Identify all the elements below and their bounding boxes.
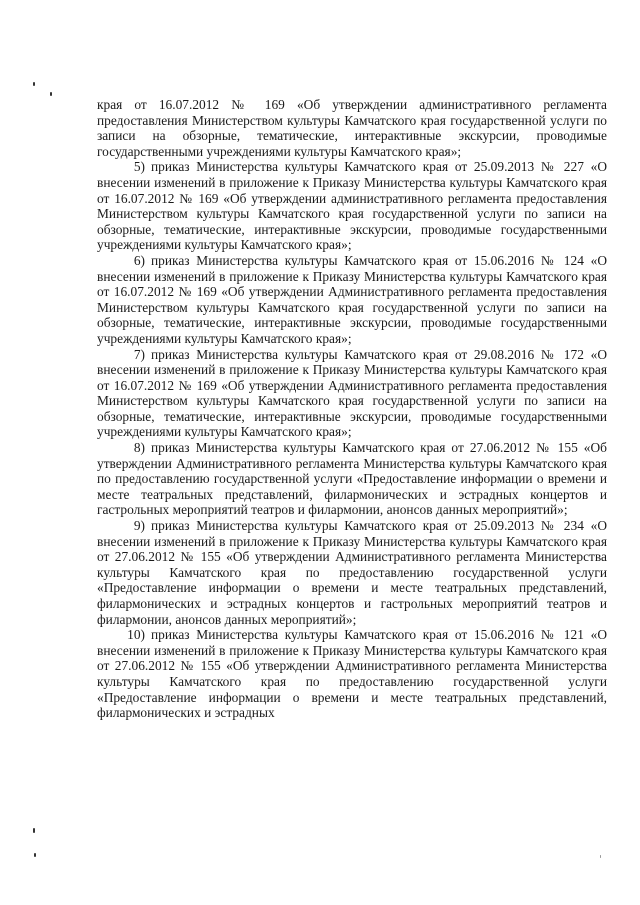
scan-speck xyxy=(50,92,52,96)
scan-speck xyxy=(33,828,35,833)
scan-speck xyxy=(600,855,601,858)
list-item-text: приказ Министерства культуры Камчатского края от 27.06.2012 № 155 «Об утверждении Административного регламента Министерства культуры Камчатского края по предоставлению государственной услуги «Предоставление информации о времени и месте театральных представлений, филармонических и эстрадных концертов и гастрольных мероприятий театров и филармонии, анонсов данных мероприятий»; xyxy=(97,440,607,518)
list-item-number: 9) xyxy=(133,518,145,534)
list-item xyxy=(97,627,607,721)
list-item-text: приказ Министерства культуры Камчатского края от 29.08.2016 № 172 «О внесении изменений в приложение к Приказу Министерства культуры Камчатского края от 16.07.2012 № 169 «Об утверждении Административного регламента предоставления Министерством культуры Камчатского края государственной услуги по записи на обзорные, тематические, интерактивные экскурсии, проводимые государственными учреждениями культуры Камчатского края»; xyxy=(97,346,607,440)
list-item-number: 5) xyxy=(133,159,145,175)
list-item-number: 6) xyxy=(133,252,145,268)
list-item-text: приказ Министерства культуры Камчатского края от 25.09.2013 № 227 «О внесении изменений в приложение к Приказу Министерства культуры Камчатского края от 16.07.2012 № 169 «Об утверждении административного регламента предоставления Министерством культуры Камчатского края государственной услуги по записи на обзорные, тематические, интерактивные экскурсии, проводимые государственными учреждениями культуры Камчатского края»; xyxy=(97,159,607,253)
lead-paragraph: края от 16.07.2012 № 169 «Об утверждении административного регламента предоставления Министерством культуры Камчатского края государственной услуги по записи на обзорные, тематические, интерактивные экскурсии, проводимые государственными учреждениями культуры Камчатского края»; xyxy=(97,97,607,159)
list-item-number: 7) xyxy=(133,346,145,362)
document-body xyxy=(97,97,607,721)
list-item-text: приказ Министерства культуры Камчатского края от 15.06.2016 № 121 «О внесении изменений в приложение к Приказу Министерства культуры Камчатского края от 27.06.2012 № 155 «Об утверждении Административного регламента Министерства культуры Камчатского края по предоставлению государственной услуги «Предоставление информации о времени и месте театральных представлений, филармонических и эстрадных xyxy=(97,627,607,721)
scan-speck xyxy=(33,82,35,86)
list-item-text: приказ Министерства культуры Камчатского края от 25.09.2013 № 234 «О внесении изменений в приложение к Приказу Министерства культуры Камчатского края от 27.06.2012 № 155 «Об утверждении Административного регламента Министерства культуры Камчатского края по предоставлению государственной услуги «Предоставление информации о времени и месте театральных представлений, филармонических и эстрадных концертов и гастрольных мероприятий театров и филармонии, анонсов данных мероприятий»; xyxy=(97,518,607,627)
scan-speck xyxy=(34,853,36,857)
list-item xyxy=(97,440,607,518)
list-item-text: приказ Министерства культуры Камчатского края от 15.06.2016 № 124 «О внесении изменений в приложение к Приказу Министерства культуры Камчатского края от 16.07.2012 № 169 «Об утверждении Административного регламента предоставления Министерством культуры Камчатского края государственной услуги по записи на обзорные, тематические, интерактивные экскурсии, проводимые государственными учреждениями культуры Камчатского края»; xyxy=(97,252,607,346)
list-item xyxy=(97,159,607,253)
list-item-number: 8) xyxy=(133,440,145,456)
list-item xyxy=(97,253,607,347)
list-item xyxy=(97,518,607,627)
list-item-number: 10) xyxy=(127,627,145,643)
list-item xyxy=(97,347,607,441)
